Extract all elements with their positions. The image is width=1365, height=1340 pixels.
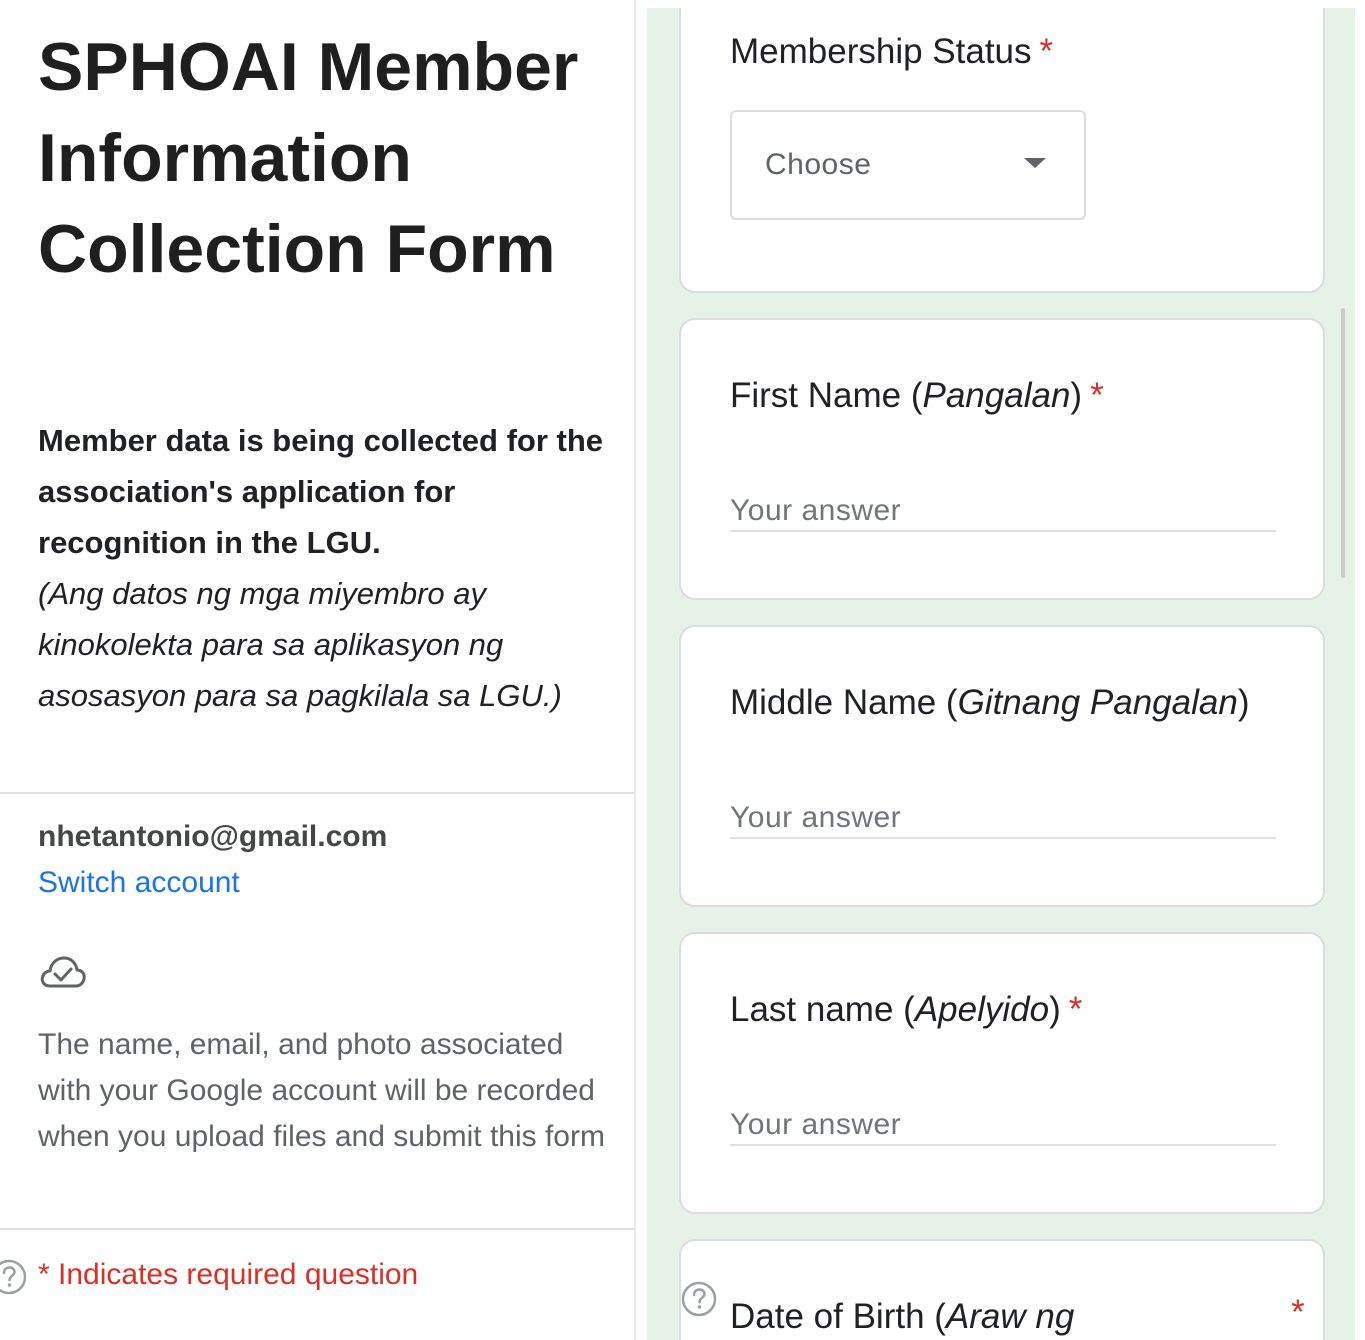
dropdown-arrow-icon [1024,158,1046,168]
question-title-translation: Pangalan [922,376,1071,415]
help-circle-icon[interactable] [680,1280,718,1318]
question-label [730,990,1082,1030]
account-email: nhetantonio@gmail.com [38,820,388,853]
form-header-panel [0,0,636,1340]
help-circle-icon[interactable] [0,1258,28,1296]
form-description [38,415,608,721]
question-title-translation: Apelyido [914,990,1050,1029]
question-title-end: ) [1049,990,1061,1029]
form-description-tagalog: (Ang datos ng mga miyembro ay kinokolekta para sa aplikasyon ng asosasyon para sa pagkilala sa LGU.) [38,576,562,713]
question-label [730,376,1104,416]
scrollbar[interactable] [1341,308,1345,578]
middle-name-input[interactable] [730,799,1276,839]
dropdown-selected-value: Choose [765,148,872,181]
question-card-first-name [679,318,1325,600]
question-title: Membership Status [730,32,1032,71]
question-card-membership-status [679,8,1325,293]
question-title: Last name ( [730,990,915,1029]
question-card-middle-name [679,625,1325,907]
form-title: SPHOAI Member Information Collection Form [38,29,579,287]
question-title-translation: Gitnang Pangalan [957,683,1238,722]
question-title-end: ) [1237,683,1250,722]
membership-status-dropdown[interactable] [730,110,1086,220]
question-label [730,1297,1074,1337]
question-title-translation: Araw ng [945,1297,1075,1336]
required-question-note: * Indicates required question [38,1258,419,1291]
required-asterisk: * [1291,1293,1305,1332]
privacy-note: The name, email, and photo associated with your Google account will be recorded when you upload files and submit this form [38,1028,605,1153]
required-asterisk: * [1090,376,1104,415]
question-card-last-name [679,932,1325,1214]
question-label [730,683,1249,723]
question-label [730,32,1053,72]
question-title-end: ) [1070,376,1083,415]
question-title: First Name ( [730,376,923,415]
form-description-english: Member data is being collected for the association's application for recognition in the LGU. [38,423,604,560]
cloud-check-icon [38,952,86,992]
divider [0,792,634,794]
question-title: Date of Birth ( [730,1297,946,1336]
first-name-input[interactable] [730,492,1276,532]
required-asterisk: * [1068,990,1083,1029]
last-name-input[interactable] [730,1106,1276,1146]
form-questions-panel [647,8,1355,1340]
required-asterisk: * [1039,32,1054,71]
divider [0,1228,634,1230]
switch-account-link[interactable]: Switch account [38,866,240,899]
question-title: Middle Name ( [730,683,958,722]
question-card-date-of-birth [679,1239,1325,1340]
